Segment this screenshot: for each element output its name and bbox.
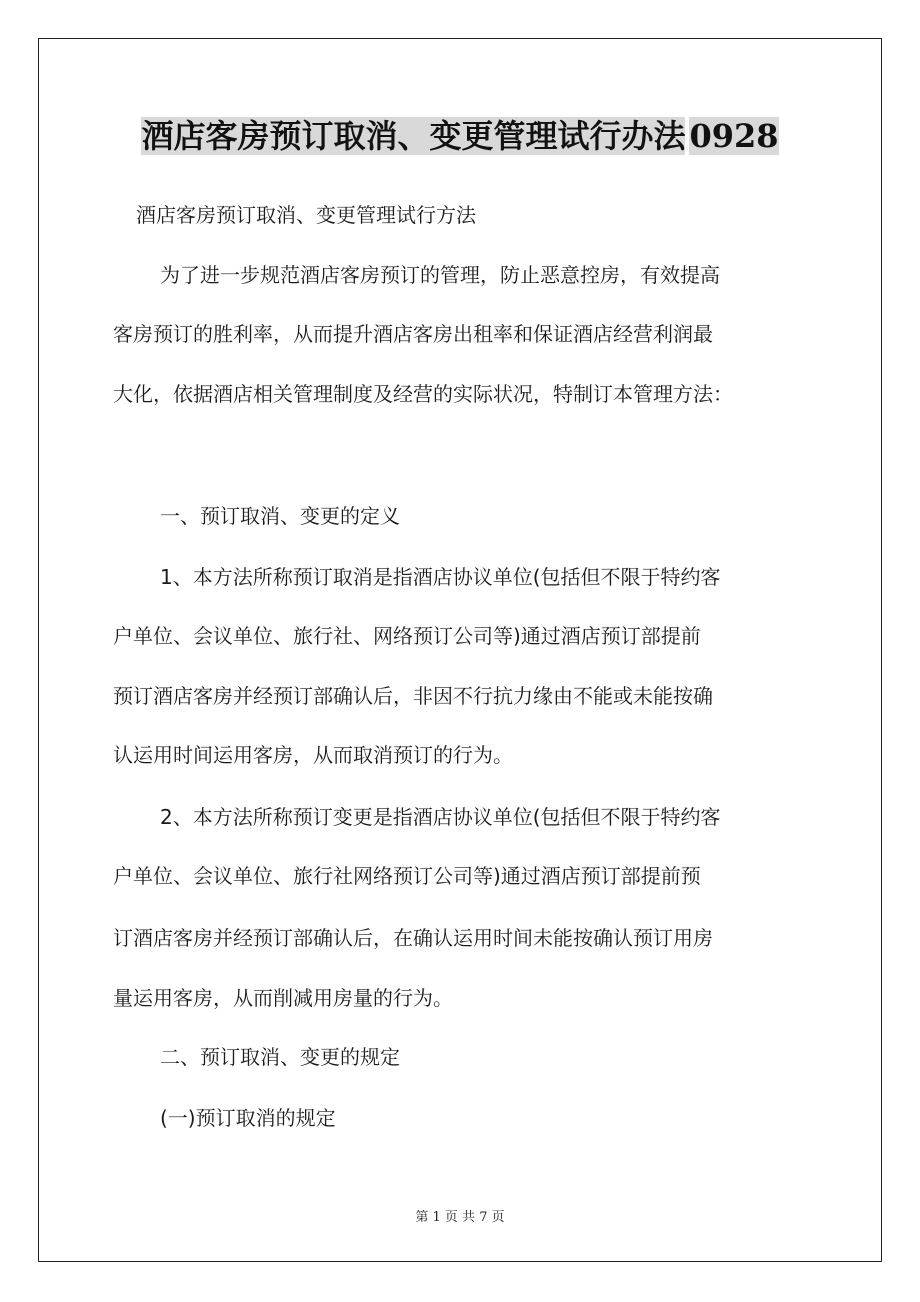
section-heading: 一、预订取消、变更的定义: [160, 504, 400, 528]
section-heading: 二、预订取消、变更的规定: [160, 1045, 400, 1069]
paragraph-line: 预订酒店客房并经预订部确认后，非因不行抗力缘由不能或未能按确: [113, 684, 713, 708]
paragraph-line: 认运用时间运用客房，从而取消预订的行为。: [113, 743, 513, 767]
paragraph-line: 量运用客房，从而削减用房量的行为。: [113, 986, 453, 1010]
page-footer: 第 1 页 共 7 页: [415, 1210, 505, 1225]
paragraph-line: 1、本方法所称预订取消是指酒店协议单位(包括但不限于特约客: [160, 565, 721, 589]
document-title-main: 酒店客房预订取消、变更管理试行办法: [141, 117, 686, 155]
paragraph-line: 订酒店客房并经预订部确认后，在确认运用时间未能按确认预订用房: [113, 926, 713, 950]
paragraph-line: 2、本方法所称预订变更是指酒店协议单位(包括但不限于特约客: [160, 805, 721, 829]
document-title-suffix: 0928: [689, 117, 779, 155]
subsection-heading: (一)预订取消的规定: [160, 1106, 336, 1130]
document-title: [0, 113, 920, 159]
paragraph-line: 户单位、会议单位、旅行社网络预订公司等)通过酒店预订部提前预: [113, 864, 701, 888]
subtitle-line: 酒店客房预订取消、变更管理试行方法: [136, 203, 476, 227]
paragraph-line: 客房预订的胜利率，从而提升酒店客房出租率和保证酒店经营利润最: [113, 322, 713, 346]
paragraph-line: 大化，依据酒店相关管理制度及经营的实际状况，特制订本管理方法：: [113, 382, 733, 406]
paragraph-line: 为了进一步规范酒店客房预订的管理，防止恶意控房，有效提高: [160, 263, 720, 287]
paragraph-line: 户单位、会议单位、旅行社、网络预订公司等)通过酒店预订部提前: [113, 624, 701, 648]
